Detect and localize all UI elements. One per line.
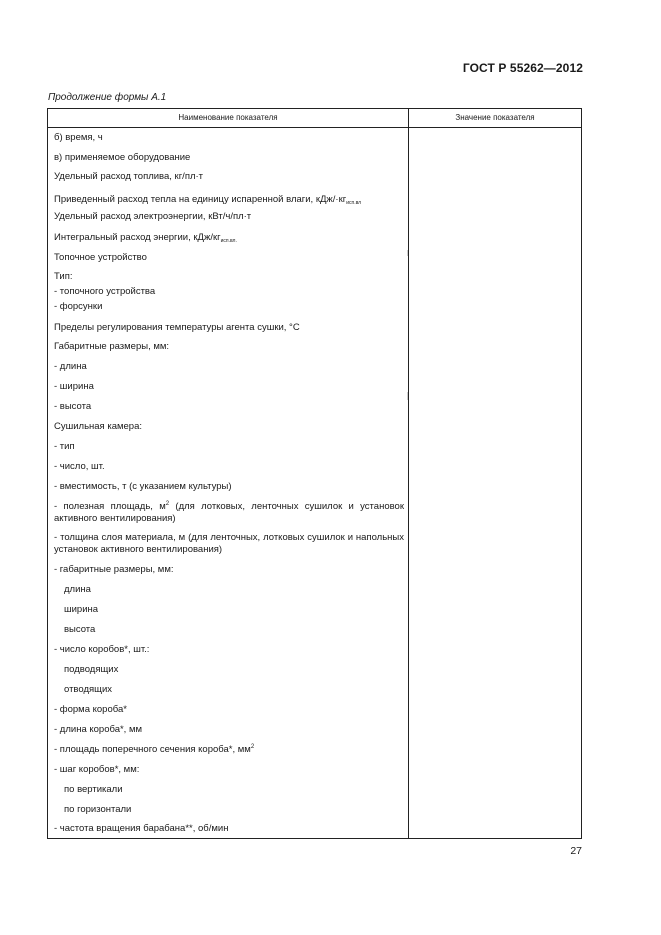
table-row: Удельный расход электроэнергии, кВт/ч/пл·т — [54, 211, 252, 222]
table-row: - высота — [54, 401, 92, 412]
table-row: - толщина слоя материала, м (для ленточных, лотковых сушилок и напольных установок активного вентилирования) — [54, 532, 404, 555]
table-row: - число, шт. — [54, 461, 105, 472]
table-row: - вместимость, т (с указанием культуры) — [54, 481, 232, 492]
form-caption: Продолжение формы А.1 — [48, 92, 167, 103]
row-text-continued: (для лотковых, ленточных сушилок и установок активного вентилирования) — [54, 501, 404, 524]
table-row: - длина короба*, мм — [54, 724, 143, 735]
table-row: отводящих — [64, 684, 113, 695]
table-row: - длина — [54, 361, 87, 372]
row-text: - полезная площадь, м — [54, 501, 166, 512]
table-row: высота — [64, 624, 96, 635]
table-row: Сушильная камера: — [54, 421, 143, 432]
subscript: исп.вл — [346, 200, 362, 206]
row-text: - площадь поперечного сечения короба*, мм — [54, 744, 251, 755]
row-text: Приведенный расход тепла на единицу испаренной влаги, кДж/·кг — [54, 194, 347, 205]
column-divider — [408, 109, 409, 838]
table-row — [54, 194, 404, 209]
table-row: по горизонтали — [64, 804, 132, 815]
row-text: Интегральный расход энергии, кДж/кг — [54, 232, 221, 243]
table-header — [48, 109, 581, 128]
table-row: - форсунки — [54, 301, 103, 312]
page-number: 27 — [570, 845, 582, 857]
scan-mark — [407, 250, 408, 256]
table-row: в) применяемое оборудование — [54, 152, 191, 163]
table-row: Тип: — [54, 271, 73, 282]
table-row: - габаритные размеры, мм: — [54, 564, 174, 575]
indicator-table — [47, 108, 582, 839]
column-header-name: Наименование показателя — [178, 113, 278, 122]
table-row: Удельный расход топлива, кг/пл·т — [54, 171, 204, 182]
table-row: - топочного устройства — [54, 286, 156, 297]
table-row: Габаритные размеры, мм: — [54, 341, 170, 352]
standard-number: ГОСТ Р 55262—2012 — [462, 61, 583, 75]
table-row — [54, 501, 404, 525]
column-header-value: Значение показателя — [455, 113, 535, 122]
table-row: - частота вращения барабана**, об/мин — [54, 823, 229, 834]
table-row: подводящих — [64, 664, 119, 675]
table-row: б) время, ч — [54, 132, 103, 143]
table-row: - тип — [54, 441, 75, 452]
table-row: Пределы регулирования температуры агента сушки, °С — [54, 322, 300, 333]
table-row: длина — [64, 584, 91, 595]
table-row — [54, 232, 404, 247]
table-row — [54, 744, 404, 756]
table-row: ширина — [64, 604, 99, 615]
table-row: - число коробов*, шт.: — [54, 644, 150, 655]
table-row: - шаг коробов*, мм: — [54, 764, 140, 775]
superscript: 2 — [165, 501, 170, 507]
table-row: по вертикали — [64, 784, 123, 795]
table-row: - форма короба* — [54, 704, 127, 715]
scan-mark — [407, 392, 408, 400]
superscript: 2 — [250, 744, 255, 750]
table-row: - ширина — [54, 381, 94, 392]
table-row: Топочное устройство — [54, 252, 147, 263]
subscript: исп.вл. — [220, 238, 237, 244]
